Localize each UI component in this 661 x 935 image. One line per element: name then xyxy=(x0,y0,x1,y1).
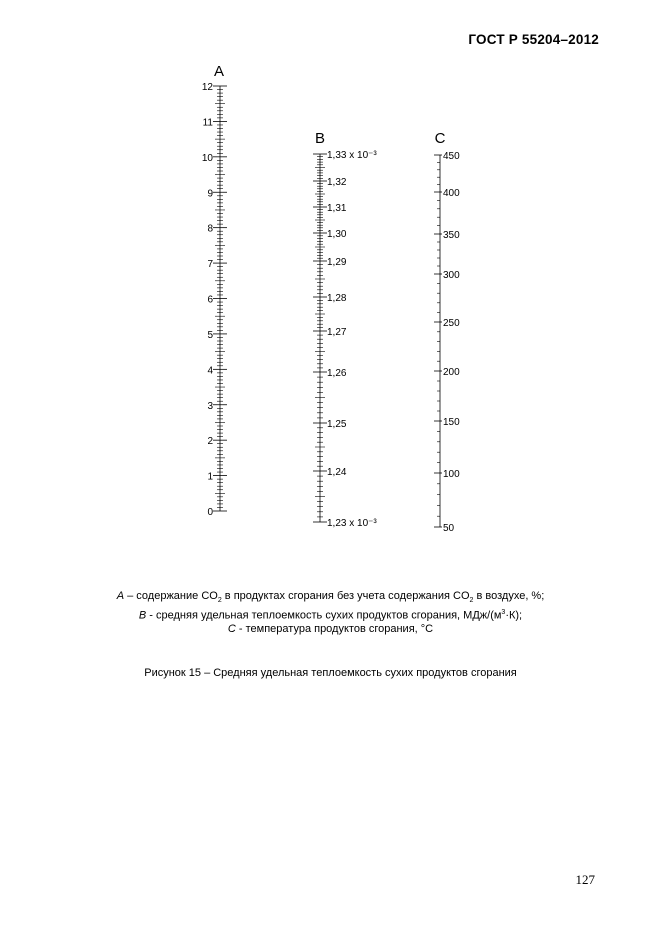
scale-a-tick-label: 10 xyxy=(201,152,213,164)
caption-line-a: A – содержание $CO_2$ в продуктах сгорания без учета содержания $CO_2$ в воздухе, %; xyxy=(116,590,545,605)
scale-b-tick-label: 1,28 xyxy=(327,293,347,304)
scale-b-tick-label: 1,32 xyxy=(327,177,347,188)
scale-c-tick-label: 100 xyxy=(443,469,460,480)
caption-line-b: B - средняя удельная теплоемкость сухих продуктов сгорания, МДж/$(м^3\cdot К)$; xyxy=(138,609,523,622)
scale-a-tick-label: 5 xyxy=(207,329,213,341)
scale-a-tick-label: 11 xyxy=(202,117,213,129)
scale-a-tick-label: 3 xyxy=(207,400,213,412)
scale-c-tick-label: 300 xyxy=(443,270,460,281)
scale-a-tick-label: 1 xyxy=(207,471,213,483)
page-number: 127 xyxy=(575,872,595,887)
scale-a-tick-label: 7 xyxy=(207,259,213,271)
scale-a xyxy=(202,63,227,518)
scale-c-tick-label: 350 xyxy=(443,230,460,241)
scale-c-tick-label: 50 xyxy=(443,523,455,534)
scale-a-tick-label: 0 xyxy=(207,507,213,518)
figure-title: Рисунок 15 – Средняя удельная теплоемкость сухих продуктов сгорания xyxy=(144,667,517,679)
scale-c-tick-label: 450 xyxy=(443,151,460,162)
scale-b-tick-label: 1,27 xyxy=(327,327,347,338)
scale-a-tick-label: 2 xyxy=(207,436,213,448)
scale-a-tick-label: 4 xyxy=(207,365,213,377)
scale-b-tick-label: 1,30 xyxy=(327,229,347,240)
scale-b-tick-label: 1,31 xyxy=(327,203,347,214)
caption-line-c: C - температура продуктов сгорания, °C xyxy=(227,623,434,635)
scale-a-tick-label: 12 xyxy=(201,82,213,93)
scale-b-tick-label: 1,26 xyxy=(327,368,347,379)
scale-b-name: B xyxy=(314,130,326,147)
scale-b xyxy=(313,130,377,529)
scale-b-top-label: 1,33 x 10⁻³ xyxy=(327,150,377,161)
scale-c-tick-label: 150 xyxy=(443,417,460,428)
scale-c-tick-label: 200 xyxy=(443,367,460,378)
scale-a-tick-label: 8 xyxy=(207,223,213,235)
scale-c-tick-label: 400 xyxy=(443,188,460,199)
scale-b-bottom-label: 1,23 x 10⁻³ xyxy=(327,518,377,529)
scale-a-name: A xyxy=(213,63,225,80)
scale-b-tick-label: 1,24 xyxy=(327,467,347,478)
scale-b-tick-label: 1,29 xyxy=(327,257,347,268)
scale-a-tick-label: 6 xyxy=(207,294,213,306)
scale-a-tick-label: 9 xyxy=(207,188,213,200)
scale-b-tick-label: 1,25 xyxy=(327,419,347,430)
scale-c xyxy=(434,130,460,534)
scale-c-name: C xyxy=(434,130,446,147)
scale-c-tick-label: 250 xyxy=(443,318,460,329)
document-code: ГОСТ Р 55204–2012 xyxy=(468,32,599,47)
